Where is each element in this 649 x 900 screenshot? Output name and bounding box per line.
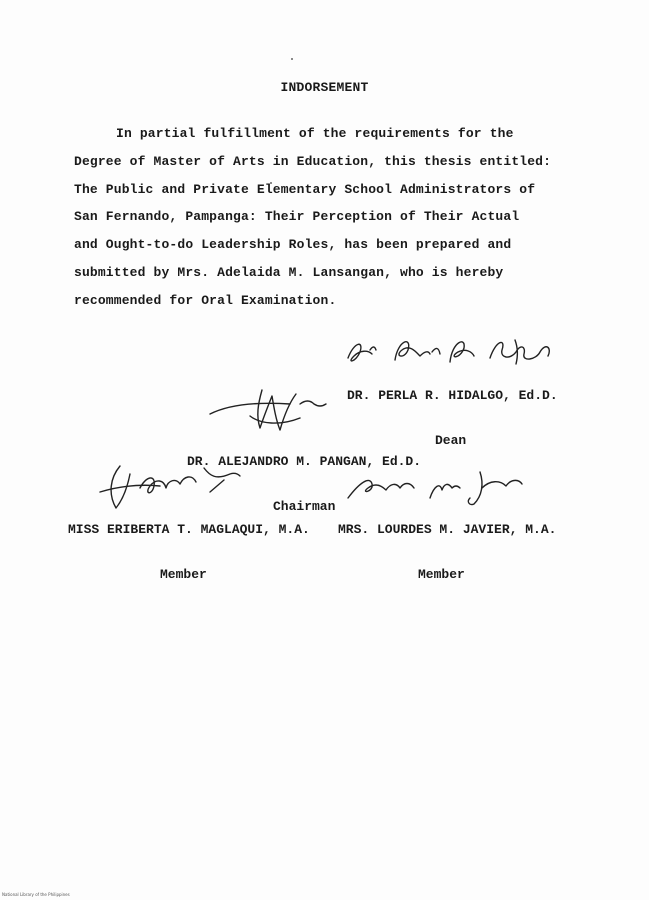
body-line: submitted by Mrs. Adelaida M. Lansangan, who is hereby	[74, 264, 504, 280]
body-line: recommended for Oral Examination.	[74, 292, 337, 308]
body-line: and Ought-to-do Leadership Roles, has been prepared and	[74, 237, 512, 253]
document-title: INDORSEMENT	[280, 80, 369, 95]
body-line: The Public and Private Elementary School Administrators of	[74, 181, 536, 197]
chairman-name: DR. ALEJANDRO M. PANGAN, Ed.D.	[187, 454, 422, 469]
body-line: Degree of Master of Arts in Education, this thesis entitled:	[74, 153, 552, 169]
member-right-name: MRS. LOURDES M. JAVIER, M.A.	[338, 522, 557, 537]
chairman-role: Chairman	[273, 499, 336, 514]
indorsement-body	[74, 120, 574, 315]
body-line: San Fernando, Pampanga: Their Perception of Their Actual	[74, 209, 520, 225]
member-left-role: Member	[160, 567, 207, 582]
member-left-name: MISS ERIBERTA T. MAGLAQUI, M.A.	[68, 522, 310, 537]
dean-role: Dean	[435, 433, 467, 448]
body-line: In partial fulfillment of the requirements for the	[116, 126, 514, 141]
member-left-signature-block	[68, 492, 310, 612]
dean-name: DR. PERLA R. HIDALGO, Ed.D.	[347, 388, 558, 403]
member-right-role: Member	[418, 567, 465, 582]
scan-speck	[291, 58, 293, 60]
member-right-signature-block	[338, 492, 556, 612]
library-footer: National Library of the Philippines	[2, 892, 70, 897]
